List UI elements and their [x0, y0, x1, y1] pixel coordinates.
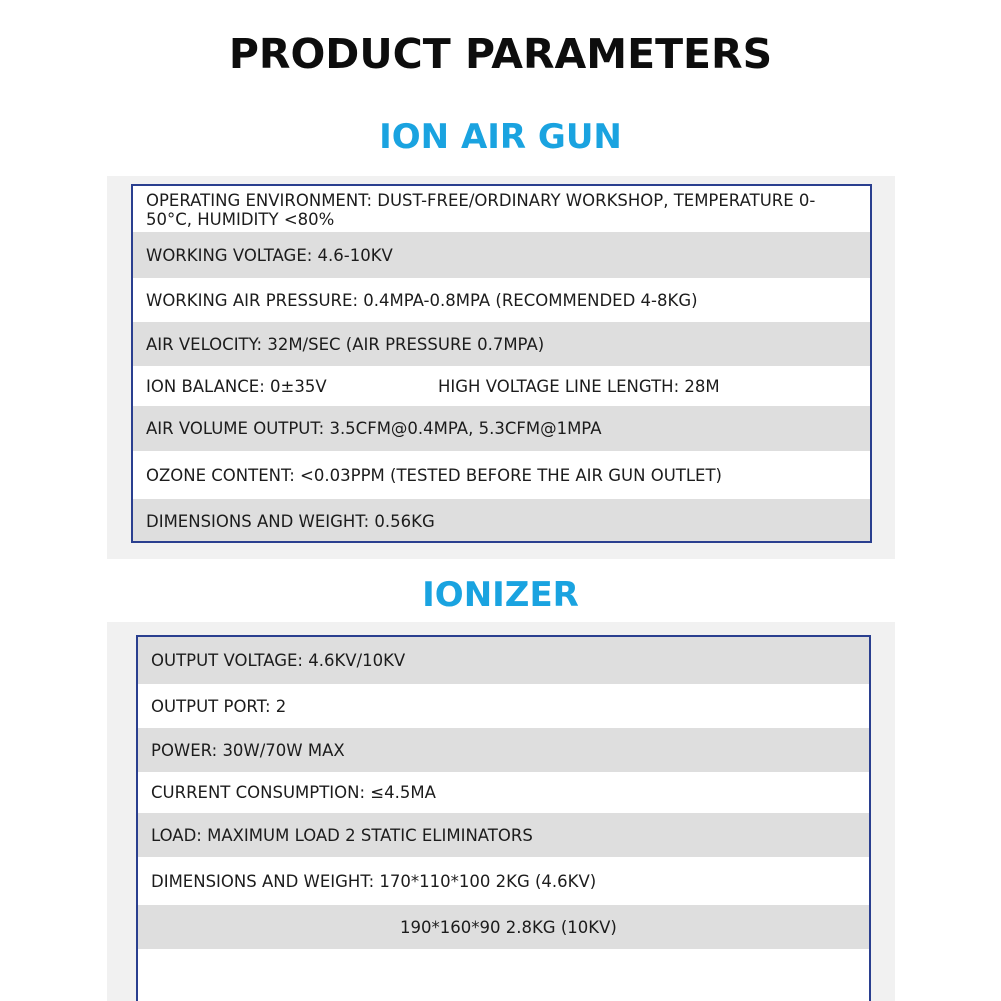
spec-text: AIR VELOCITY: 32M/SEC (AIR PRESSURE 0.7MPA)	[146, 334, 545, 354]
spec-row-working-voltage	[133, 232, 870, 278]
spec-row-dimensions-weight	[138, 857, 869, 905]
spec-row-air-velocity	[133, 322, 870, 366]
spec-text-line-length: HIGH VOLTAGE LINE LENGTH: 28M	[438, 376, 720, 396]
spec-row-current-consumption	[138, 772, 869, 813]
spec-row-load	[138, 813, 869, 857]
section-heading-ionizer: IONIZER	[422, 575, 579, 615]
spec-row-output-voltage	[138, 637, 869, 684]
spec-text: WORKING VOLTAGE: 4.6-10KV	[146, 245, 393, 265]
spec-row-air-volume-output	[133, 406, 870, 451]
spec-text: OPERATING ENVIRONMENT: DUST-FREE/ORDINARY WORKSHOP, TEMPERATURE 0-50°C, HUMIDITY <80%	[146, 191, 816, 229]
spec-text: ION BALANCE: 0±35V	[146, 376, 327, 396]
spec-row-dimensions-weight-10kv	[138, 905, 869, 949]
spec-text: AIR VOLUME OUTPUT: 3.5CFM@0.4MPA, 5.3CFM@1MPA	[146, 419, 602, 438]
spec-text: LOAD: MAXIMUM LOAD 2 STATIC ELIMINATORS	[151, 825, 533, 845]
spec-row-ozone-content	[133, 451, 870, 499]
section-heading-ion-air-gun: ION AIR GUN	[379, 117, 622, 157]
spec-row-operating-environment	[133, 186, 870, 232]
spec-text: WORKING AIR PRESSURE: 0.4MPA-0.8MPA (RECOMMENDED 4-8KG)	[146, 290, 698, 310]
spec-text: CURRENT CONSUMPTION: ≤4.5MA	[151, 783, 436, 802]
spec-row-ion-balance	[133, 366, 870, 406]
spec-row-dimensions-weight	[133, 499, 870, 543]
spec-text: OUTPUT PORT: 2	[151, 696, 287, 716]
spec-text: OUTPUT VOLTAGE: 4.6KV/10KV	[151, 651, 406, 670]
spec-row-working-air-pressure	[133, 278, 870, 322]
spec-text: DIMENSIONS AND WEIGHT: 0.56KG	[146, 511, 435, 531]
ion-air-gun-spec-table	[131, 184, 872, 543]
spec-text: OZONE CONTENT: <0.03PPM (TESTED BEFORE THE AIR GUN OUTLET)	[146, 465, 722, 485]
spec-text: 190*160*90 2.8KG (10KV)	[400, 917, 617, 937]
spec-row-power	[138, 728, 869, 772]
spec-text: POWER: 30W/70W MAX	[151, 740, 345, 760]
page-title: PRODUCT PARAMETERS	[228, 30, 773, 78]
spec-text: DIMENSIONS AND WEIGHT: 170*110*100 2KG (4.6KV)	[151, 871, 597, 891]
spec-row-output-port	[138, 684, 869, 728]
ionizer-spec-table	[136, 635, 871, 1001]
